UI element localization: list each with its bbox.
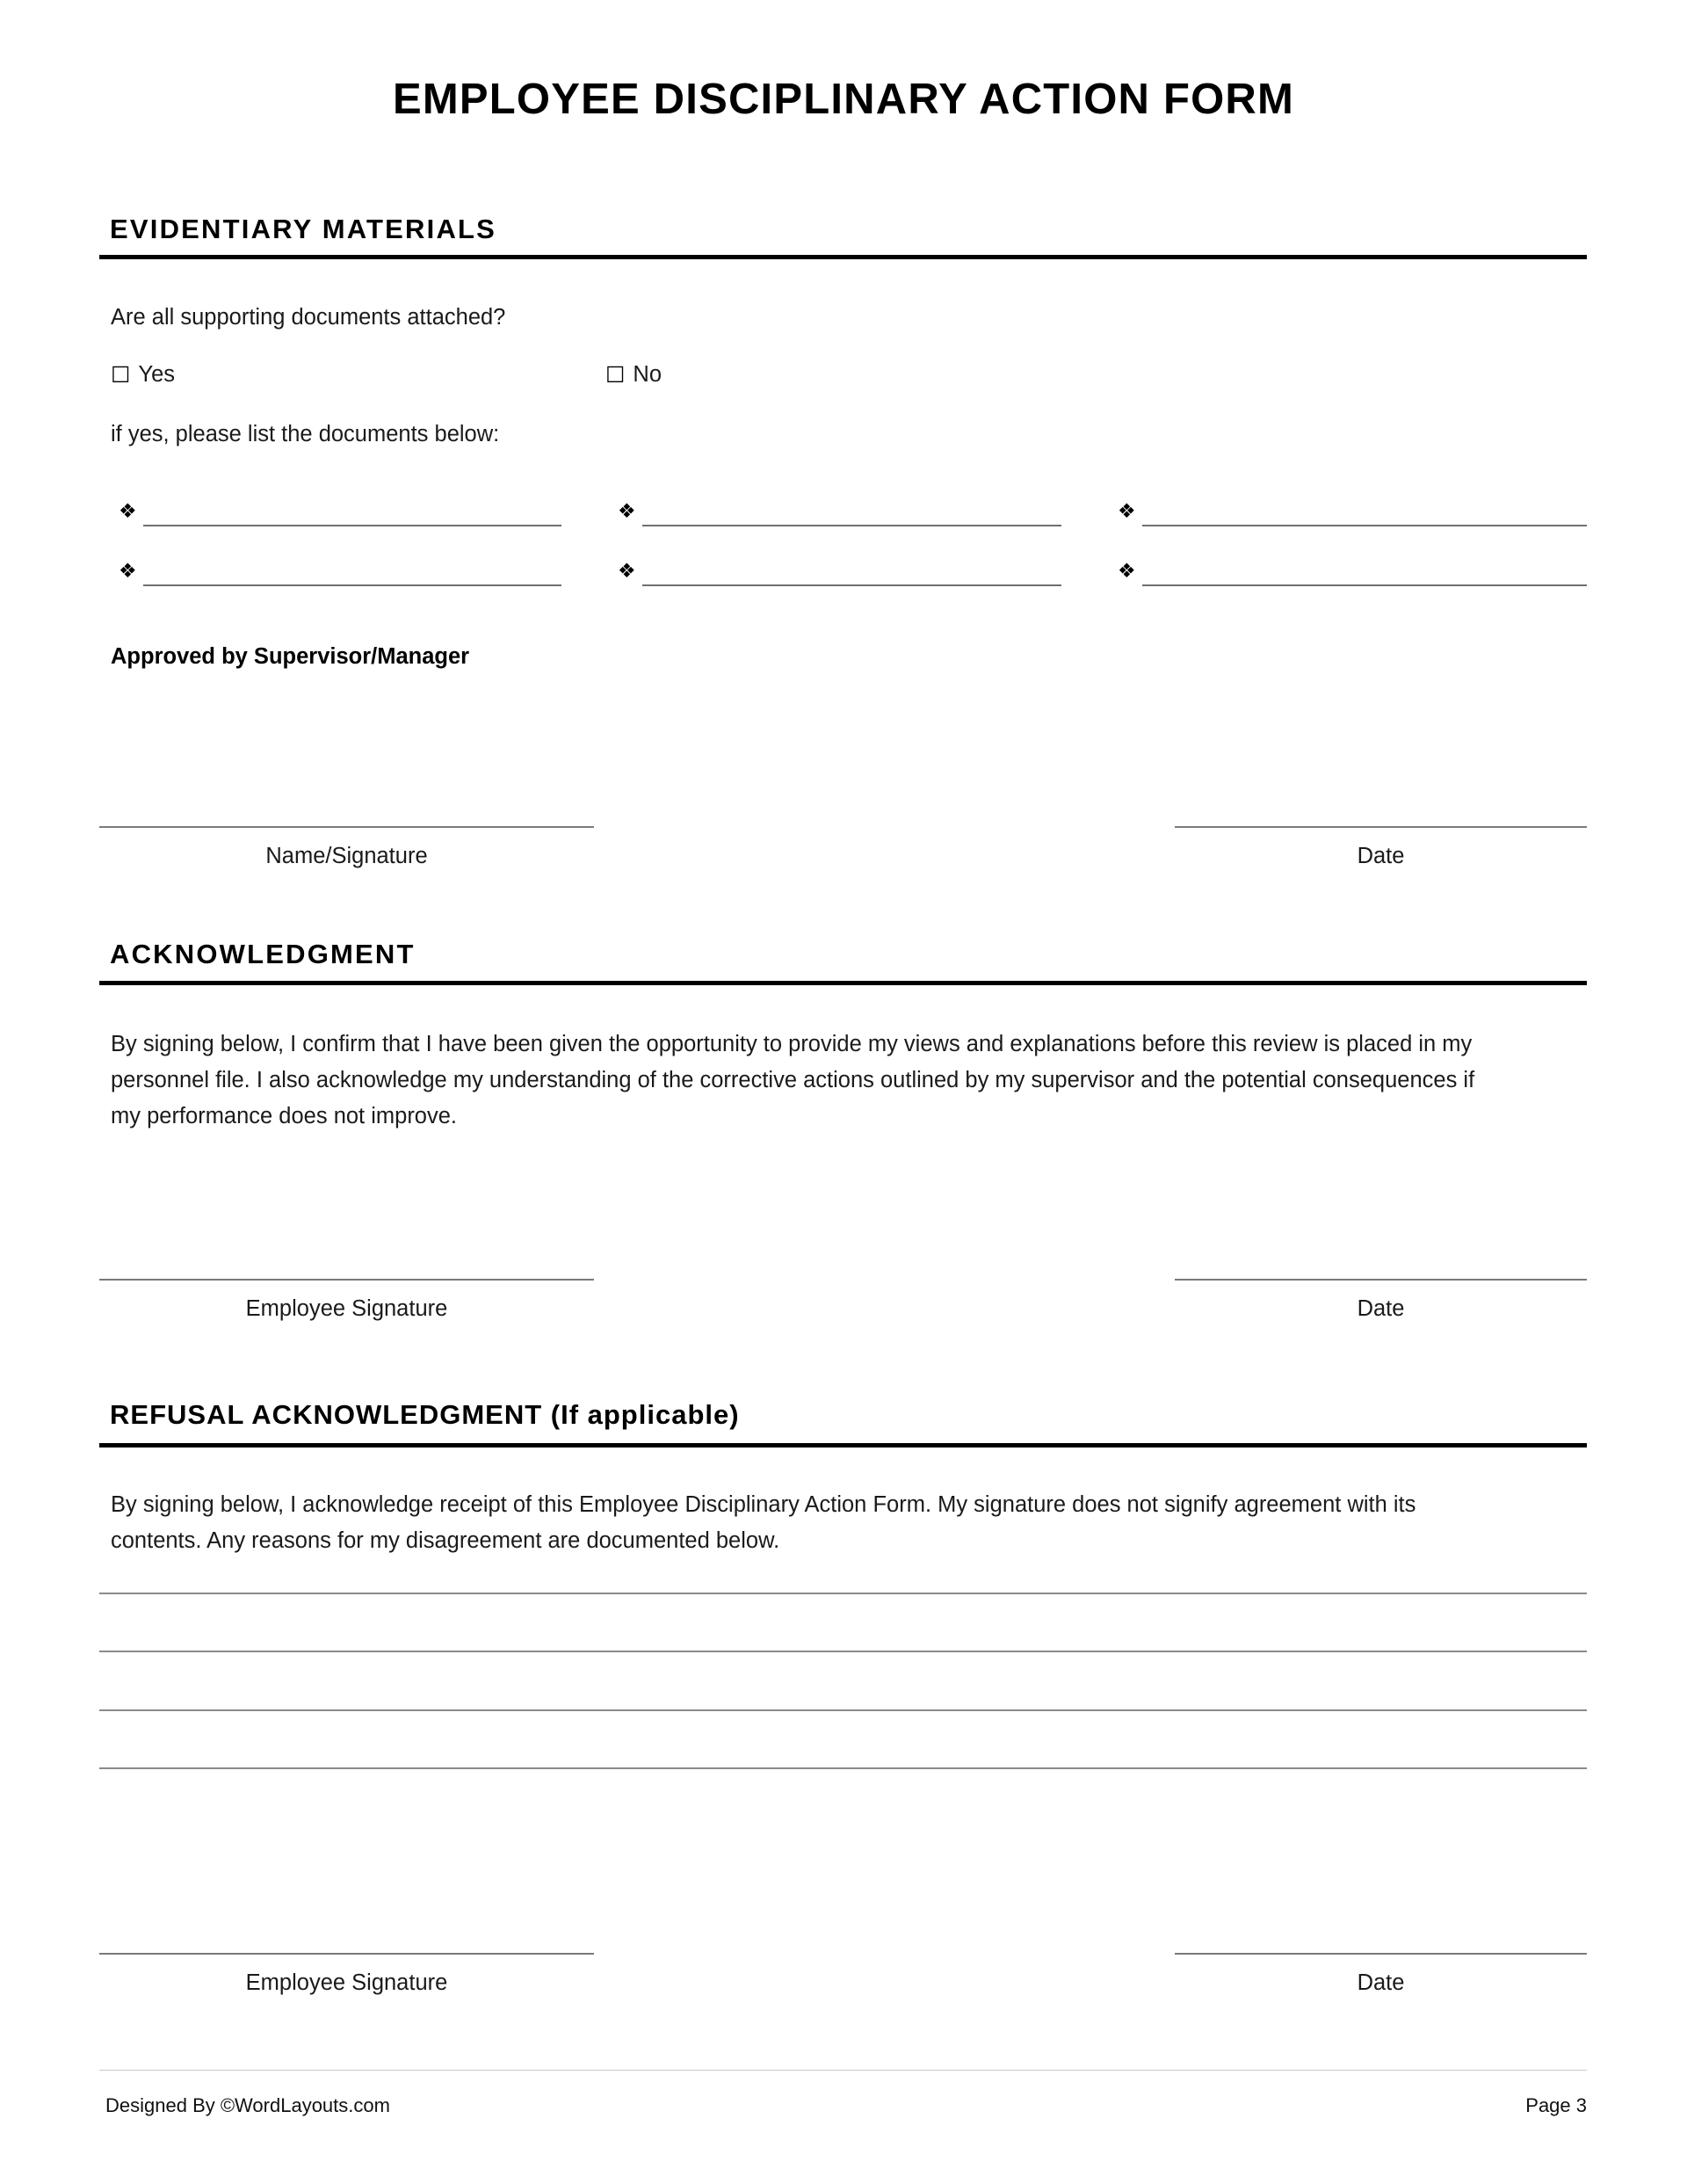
document-input-5[interactable] — [642, 584, 1061, 586]
employee-signature-caption-acknowledgment: Employee Signature — [245, 1296, 448, 1321]
document-input-4[interactable] — [143, 584, 561, 586]
checkbox-option-no[interactable] — [605, 362, 662, 388]
employee-signature-input-acknowledgment[interactable] — [99, 1279, 594, 1281]
checkbox-option-yes[interactable] — [111, 362, 175, 388]
employee-date-caption-refusal: Date — [1357, 1970, 1405, 1995]
document-input-6[interactable] — [1142, 584, 1587, 586]
diamond-bullet-icon: ❖ — [119, 499, 137, 522]
supervisor-name-signature-caption: Name/Signature — [265, 844, 428, 868]
checkbox-label-no: No — [633, 362, 662, 387]
supervisor-date-input[interactable] — [1175, 826, 1587, 828]
diamond-bullet-icon: ❖ — [1118, 559, 1136, 582]
refusal-writing-line-3[interactable] — [99, 1709, 1587, 1711]
checkbox-label-yes: Yes — [138, 362, 176, 387]
supervisor-date-caption: Date — [1357, 844, 1405, 868]
footer-divider — [99, 2070, 1587, 2071]
document-list-prompt: if yes, please list the documents below: — [111, 422, 500, 446]
refusal-writing-line-4[interactable] — [99, 1767, 1587, 1769]
section-heading-acknowledgment: ACKNOWLEDGMENT — [110, 939, 416, 969]
approved-by-label: Approved by Supervisor/Manager — [111, 644, 470, 669]
page-title: EMPLOYEE DISCIPLINARY ACTION FORM — [392, 76, 1294, 123]
acknowledgment-body-text: By signing below, I confirm that I have been given the opportunity to provide my views and explanations before this review is placed in my personnel file. I also acknowledge my understanding of the corrective actions outlined by my supervisor and the potential consequences if my performance does not improve. — [111, 1032, 1475, 1128]
section-divider-refusal-acknowledgment — [99, 1443, 1587, 1448]
supporting-documents-question: Are all supporting documents attached? — [111, 305, 506, 330]
footer-designed-by: Designed By ©WordLayouts.com — [105, 2094, 390, 2116]
diamond-bullet-icon: ❖ — [618, 559, 636, 582]
diamond-bullet-icon: ❖ — [618, 499, 636, 522]
employee-date-caption-acknowledgment: Date — [1357, 1296, 1405, 1321]
supervisor-name-signature-input[interactable] — [99, 826, 594, 828]
section-heading-evidentiary-materials: EVIDENTIARY MATERIALS — [110, 214, 497, 244]
diamond-bullet-icon: ❖ — [119, 559, 137, 582]
checkbox-icon-yes[interactable]: ☐ — [111, 363, 131, 388]
employee-signature-caption-refusal: Employee Signature — [245, 1970, 448, 1995]
refusal-body-text: By signing below, I acknowledge receipt of this Employee Disciplinary Action Form. My signature does not signify agreement with its contents. Any reasons for my disagreement are documented below. — [111, 1492, 1416, 1553]
checkbox-icon-no[interactable]: ☐ — [605, 363, 626, 388]
refusal-writing-line-1[interactable] — [99, 1593, 1587, 1594]
refusal-writing-line-2[interactable] — [99, 1651, 1587, 1652]
document-input-1[interactable] — [143, 525, 561, 526]
document-input-3[interactable] — [1142, 525, 1587, 526]
document-input-2[interactable] — [642, 525, 1061, 526]
section-divider-evidentiary-materials — [99, 255, 1587, 259]
diamond-bullet-icon: ❖ — [1118, 499, 1136, 522]
employee-date-input-acknowledgment[interactable] — [1175, 1279, 1587, 1281]
section-heading-refusal-acknowledgment: REFUSAL ACKNOWLEDGMENT (If applicable) — [110, 1399, 740, 1430]
section-divider-acknowledgment — [99, 981, 1587, 985]
footer-page-number: Page 3 — [1525, 2094, 1587, 2116]
employee-date-input-refusal[interactable] — [1175, 1953, 1587, 1955]
employee-signature-input-refusal[interactable] — [99, 1953, 594, 1955]
